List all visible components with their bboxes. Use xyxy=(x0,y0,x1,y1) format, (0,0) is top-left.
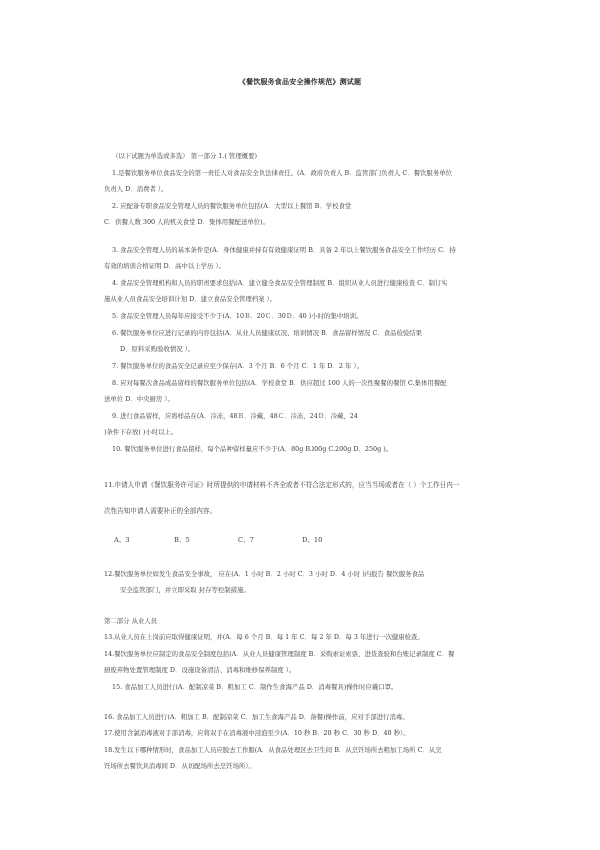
question-3-line-2: 有效的培训合格证明 D．高中以上学历 ）。 xyxy=(104,262,226,270)
question-14-line-1: 14.餐饮服务单位应制定的食品安全制度包括(A．从业人员健康管理制度 B．采购索证索票、进货查验和台账记录制度 C．餐 xyxy=(104,650,455,658)
question-13: 13.从业人员在上岗前应取得健康证明，并(A．每 6 个月 B．每 1 年 C．每 2 年 D．每 3 年进行一次健康检查。 xyxy=(104,633,424,641)
question-8-line-2: 送单位 D．中央厨房 ）。 xyxy=(104,395,174,403)
question-4-line-1: 4. 食品安全管理机构和人员的职责要求包括(A．建立健全食品安全管理制度 B．组织从业人员进行健康检查 C．制订实 xyxy=(112,279,448,287)
question-12-line-1: 12.餐饮服务单位如发生食品安全事故， 应在(A．1 小时 B．2 小时 C．3 小时 D．4 小时 )内报告 餐饮服务食品 xyxy=(104,570,425,578)
question-18-line-1: 18.发生以下哪种情形时，食品加工人员应脱去工作服(A．从食品处理区去卫生间 B．从烹饪场所去粗加工场所 C．从烹 xyxy=(104,746,442,754)
question-10: 10. 餐饮服务单位进行食品留样，每个品种留样量应不少于(A．80g B.l00g C.200g D．250g )。 xyxy=(112,445,393,453)
question-11-option-a: A、3 xyxy=(114,536,130,544)
question-6-line-2: D．原料采购验收情况 ）。 xyxy=(120,345,195,353)
question-18-line-2: 饪场所去餐饮具消毒间 D．从切配场所去烹饪场所）。 xyxy=(104,762,255,770)
document-title: 《餐饮服务食品安全操作规范》测试题 xyxy=(238,77,362,86)
question-1-line-2: 负责人 D．消费者 ）。 xyxy=(104,185,168,193)
question-6-line-1: 6. 餐饮服务单位应进行记录的内容包括(A．从业人员健康状况、培训情况 B．食品留样情况 C．食品检验结果 xyxy=(112,329,423,337)
question-17: 17.使用含氯消毒液对手部消毒，应将双手在消毒液中浸泡至少(A．10 秒 B．20 秒 C．30 秒 D．40 秒）。 xyxy=(104,729,410,737)
question-11-option-b: B、5 xyxy=(174,536,190,544)
question-16: 16. 食品加工人员进行(A．粗加工 B．配制凉菜 C．加工生食海产品 D．备餐)操作前，应对手部进行消毒。 xyxy=(104,713,409,721)
question-4-line-2: 施从业人员食品安全培训计划 D．建立食品安全管理档案 ）。 xyxy=(104,295,277,303)
question-11-line-2: 次性告知申请人需要补正的全部内容。 xyxy=(104,507,217,515)
question-9-line-1: 9. 进行食品留样，应将样品在(A．冷冻，48Ｂ．冷藏，48Ｃ．冷冻，24Ｄ．冷藏，24 xyxy=(112,412,358,420)
question-14-line-2: 厨废弃物处置管理制度 D．设施设备清洁、消毒和维修保养制度 ）。 xyxy=(104,666,296,674)
question-11-option-d: D、10 xyxy=(302,536,323,544)
question-1-line-1: 1.是餐饮服务单位食品安全的第一责任人对食品安全负法律责任。(A．政府负责人 B．监管部门负责人 C．餐饮服务单位 xyxy=(112,169,452,177)
question-7: 7. 餐饮服务单位的食品安全记录应至少保存(A．3 个月 B．6 个月 C．1 年 D．2 年 ）。 xyxy=(112,362,363,370)
question-11-line-1: 11.申请人申请《餐饮服务许可证》时所提供的申请材料不齐全或者不符合法定形式的，应当当场或者在（ ）个工作日内一 xyxy=(104,481,460,489)
question-12-line-2: 安全监管部门，并立即采取 封存等控制措施。 xyxy=(120,586,250,594)
question-3-line-1: 3. 食品安全管理人员的基本条件是(A．身体健康并持有有效健康证明 B．具备 2 年以上餐饮服务食品安全工作经历 C．持 xyxy=(112,246,456,254)
question-2-line-2: C．供餐人数 300 人的机关食堂 D．集体用餐配送单位)。 xyxy=(104,218,270,226)
question-2-line-1: 2. 应配备专职食品安全管理人员的餐饮服务单位包括(A．大型以上餐馆 B．学校食堂 xyxy=(112,202,352,210)
question-5: 5. 食品安全管理人员每年应接受不少于(A．10Ｂ．20Ｃ．30Ｄ．40 )小时的集中培训。 xyxy=(112,312,363,320)
question-11-option-c: C、7 xyxy=(238,536,254,544)
section-2-heading: 第二部分 从业人员 xyxy=(104,617,158,625)
question-8-line-1: 8. 应对每餐次食品成品留样的餐饮服务单位包括(A．学校食堂 B．供应超过 100 人的一次性聚餐的餐馆 C.集体用餐配 xyxy=(112,379,447,387)
section-intro: （以下试题为单选或多选） 第一部分 1.( 管理概要) xyxy=(112,152,257,160)
question-15: 15. 食品加工人员进行(A．配制凉菜 B．粗加工 C．制作生食海产品 D．消毒餐具)操作时应戴口罩。 xyxy=(112,683,398,691)
question-9-line-2: )条件下存放( )小时以上。 xyxy=(104,428,178,436)
